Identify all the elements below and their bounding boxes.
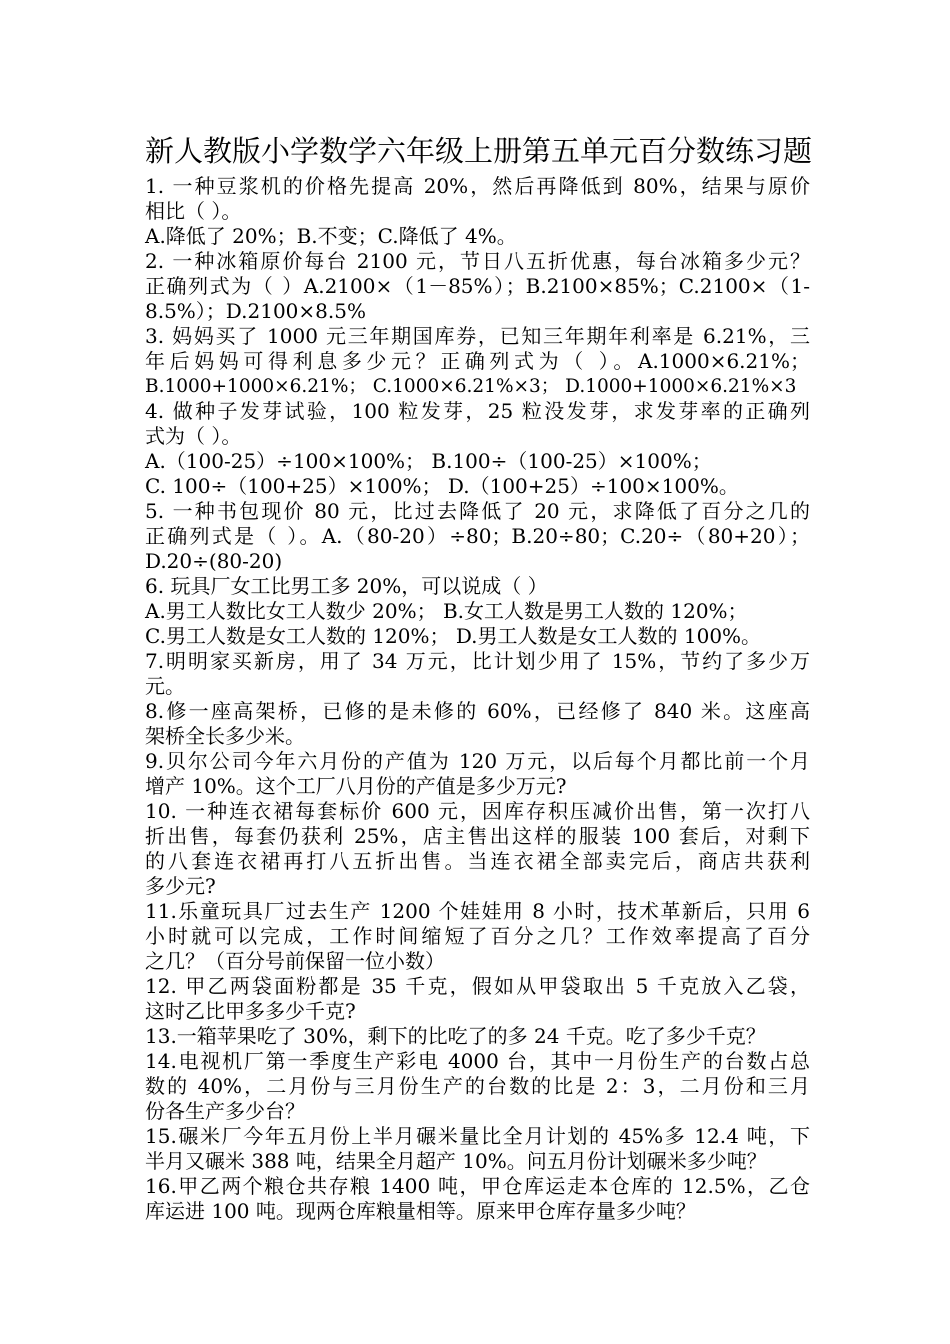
- text-line: 8.修一座高架桥，已修的是未修的 60%，已经修了 840 米。这座高: [145, 699, 810, 723]
- text-line: 的八套连衣裙再打八五折出售。当连衣裙全部卖完后，商店共获利: [145, 849, 810, 873]
- text-line: 1. 一种豆浆机的价格先提高 20%，然后再降低到 80%，结果与原价: [145, 174, 810, 198]
- text-line: 11.乐童玩具厂过去生产 1200 个娃娃用 8 小时，技术革新后，只用 6: [145, 899, 810, 923]
- text-line: 13.一箱苹果吃了 30%，剩下的比吃了的多 24 千克。吃了多少千克？: [145, 1024, 766, 1048]
- text-line: 正确列式是（ ）。A.（80-20）÷80；B.20÷80；C.20÷（80+20）；: [145, 524, 810, 548]
- text-line: 9.贝尔公司今年六月份的产值为 120 万元，以后每个月都比前一个月: [145, 749, 810, 773]
- text-line: 3. 妈妈买了 1000 元三年期国库券，已知三年期年利率是 6.21%，三: [145, 324, 810, 348]
- text-line: 年后妈妈可得利息多少元？正确列式为（ ）。A.1000×6.21%；: [145, 349, 810, 373]
- text-line: 增产 10%。这个工厂八月份的产值是多少万元?: [145, 774, 567, 798]
- text-line: D.20÷(80-20): [145, 549, 283, 573]
- text-line: 之几？（百分号前保留一位小数）: [145, 949, 445, 973]
- text-line: 这时乙比甲多多少千克?: [145, 999, 356, 1023]
- text-line: 小时就可以完成，工作时间缩短了百分之几？工作效率提高了百分: [145, 924, 810, 948]
- text-line: 半月又碾米 388 吨，结果全月超产 10%。问五月份计划碾米多少吨？: [145, 1149, 767, 1173]
- text-line: 12. 甲乙两袋面粉都是 35 千克，假如从甲袋取出 5 千克放入乙袋，: [145, 974, 810, 998]
- text-line: C. 100÷（100+25）×100%； D.（100+25）÷100×100%。: [145, 474, 739, 498]
- text-line: A.降低了 20%；B.不变；C.降低了 4%。: [145, 224, 517, 248]
- document-body: [145, 174, 810, 1224]
- text-line: A.男工人数比女工人数少 20%； B.女工人数是男工人数的 120%；: [145, 599, 748, 623]
- text-line: 10. 一种连衣裙每套标价 600 元，因库存积压减价出售，第一次打八: [145, 799, 810, 823]
- text-line: 多少元?: [145, 874, 216, 898]
- text-line: A.（100-25）÷100×100%； B.100÷（100-25）×100%；: [145, 449, 712, 473]
- document-page: [145, 130, 813, 1224]
- text-line: 2. 一种冰箱原价每台 2100 元，节日八五折优惠，每台冰箱多少元？: [145, 249, 810, 273]
- text-line: 8.5%）；D.2100×8.5%: [145, 299, 366, 323]
- text-line: 6. 玩具厂女工比男工多 20%，可以说成（ ）: [145, 574, 548, 598]
- text-line: 数的 40%，二月份与三月份生产的台数的比是 2：3，二月份和三月: [145, 1074, 810, 1098]
- text-line: 4. 做种子发芽试验，100 粒发芽，25 粒没发芽，求发芽率的正确列: [145, 399, 810, 423]
- text-line: 5. 一种书包现价 80 元，比过去降低了 20 元，求降低了百分之几的: [145, 499, 810, 523]
- text-line: 式为（ ）。: [145, 424, 242, 448]
- text-line: 7.明明家买新房，用了 34 万元，比计划少用了 15%，节约了多少万: [145, 649, 810, 673]
- text-line: 元。: [145, 674, 185, 698]
- text-line: 库运进 100 吨。现两仓库粮量相等。原来甲仓库存量多少吨？: [145, 1199, 696, 1223]
- text-line: 15.碾米厂今年五月份上半月碾米量比全月计划的 45%多 12.4 吨，下: [145, 1124, 810, 1148]
- text-line: 折出售，每套仍获利 25%，店主售出这样的服装 100 套后，对剩下: [145, 824, 810, 848]
- text-line: 相比（ ）。: [145, 199, 242, 223]
- text-line: 份各生产多少台？: [145, 1099, 305, 1123]
- text-line: C.男工人数是女工人数的 120%； D.男工人数是女工人数的 100%。: [145, 624, 762, 648]
- document-title: 新人教版小学数学六年级上册第五单元百分数练习题: [145, 134, 813, 168]
- text-line: 正确列式为（ ）A.2100×（1－85%）；B.2100×85%；C.2100×（1-: [145, 274, 810, 298]
- text-line: 14.电视机厂第一季度生产彩电 4000 台，其中一月份生产的台数占总: [145, 1049, 810, 1073]
- text-line: B.1000+1000×6.21%； C.1000×6.21%×3； D.1000+1000×6.21%×3: [145, 376, 797, 397]
- text-line: 16.甲乙两个粮仓共存粮 1400 吨，甲仓库运走本仓库的 12.5%，乙仓: [145, 1174, 810, 1198]
- text-line: 架桥全长多少米。: [145, 724, 305, 748]
